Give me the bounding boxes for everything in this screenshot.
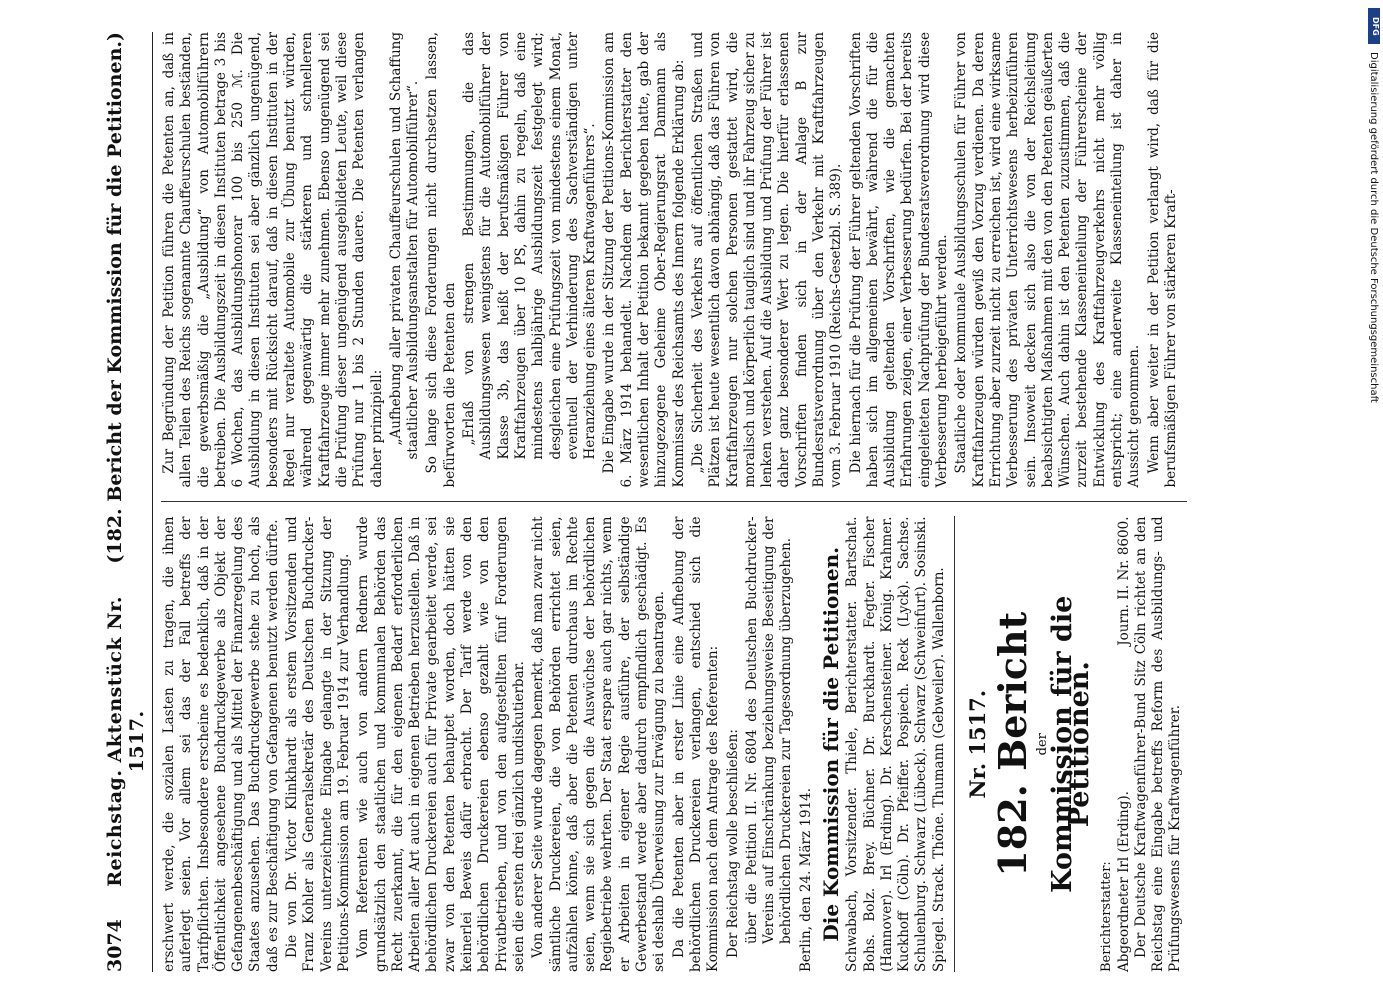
berichterstatter-name: Abgeordneter Irl (Erding). [1115,791,1132,972]
resolve-line: Der Reichstag wolle beschließen: [724,729,741,958]
date-line: Berlin, den 24. März 1914. [797,787,814,972]
right-column [161,32,1187,488]
right-paragraph-1: Zur Begründung der Petition führen die Petenten an, daß in allen Teilen des Reichs sogenannte Chauffeurschulen beständen, die gewerbsmäßig die „Ausbildung“ von Automobilführern betreiben. Die Ausbildungszeit in diesen Instituten betrage 3 bis 6 Wochen, das Ausbildungshonorar 100 bis 250 ℳ. Die Ausbildung in diesen Instituten sei aber gänzlich ungenügend, besonders mit Rücksicht darauf, daß in diesen Instituten in der Regel nur veraltete Automobile zur Übung benutzt würden, während gegenwärtig die stärkeren und schnelleren Kraftfahrzeuge immer mehr zunehmen. Ebenso ungenügend sei die Prüfung dieser ungenügend ausgebildeten Leute, weil diese Prüfung nur 1 bis 2 Stunden dauere. Die Petenten verlangen daher prinzipiell: [161,32,385,488]
dfg-sidebar [1368,8,1380,988]
dfg-credit-text: Digitalisierung gefördert durch die Deutsche Forschungsgemeinschaft [1368,52,1379,403]
reference-row [1116,517,1133,973]
quote-1: „Aufhebung aller privaten Chauffeurschulen und Schaffung staatlicher Ausbildungsanstalten für Automobilführer“. [387,32,422,460]
report-kommission: Kommission für die Petitionen. [1046,595,1095,893]
page-number: 3074 [104,919,126,972]
quote-3: „Die Sicherheit des Verkehrs auf öffentlichen Straßen und Plätzen ist heute wesentlich davon abhängig, daß das Führen von Kraftfahrzeugen nur solchen Personen gestattet wird, die moralisch und körperlich tauglich sind und ihr Fahrzeug sicher zu lenken verstehen. Auf die Ausbildung und Prüfung der Führer ist daher ganz besonderer Wert zu legen. Die hierfür erlassenen Vorschriften finden sich in der Anlage B zur Bundesratsverordnung über den Verkehr mit Kraftfahrzeugen vom 3. Februar 1910 (Reichs-Gesetzbl. S. 389). [689,32,845,488]
header-subtitle: (182. Bericht der Kommission für die Petitionen.) [104,32,126,564]
right-paragraph-2: So lange sich diese Forderungen nicht durchsetzen lassen, befürworten die Petenten den [424,32,458,488]
header-title: Reichstag. Aktenstück Nr. 1517. [104,595,148,887]
resolution-text: über die Petition II. Nr. 6804 des Deutschen Buchdrucker-Vereins auf Einschränkung beziehungsweise Beseitigung der behördlichen Druckereien zur Tagesordnung überzugehen. [743,516,795,944]
berichterstatter-label: Berichterstatter: [1099,861,1115,972]
report-nr: Nr. 1517. [965,689,991,799]
dfg-logo: DFG [1368,8,1380,44]
left-paragraph-5: Da die Petenten aber in erster Linie eine Aufhebung der behördlichen Druckereien verlangen, entschied sich die Kommission nach dem Antrage des Referenten: [670,516,722,972]
report-title: 182. Bericht [990,611,1036,877]
divider [954,517,955,973]
quote-4: Die hiernach für die Prüfung der Führer geltenden Vorschriften haben sich im allgemeinen bewährt, während die für die Ausbildung geltenden Vorschriften, wie die gemachten Erfahrungen zeigen, einer Verbesserung bedürfen. Bei der bereits eingeleiteten Nachprüfung der Bundesratsverordnung wird diese Verbesserung herbeigeführt werden. [847,32,951,488]
right-paragraph-3: Die Eingabe wurde in der Sitzung der Petitions-Kommission am 6. März 1914 behandelt. Nachdem der Berichterstatter den wesentlichen Inhalt der Petition bekannt gegeben hatte, gab der hinzugezogene Geheime Ober-Regierungsrat Dammann als Kommissar des Reichsamts des Innern folgende Erklärung ab: [601,32,687,488]
left-paragraph-3: Vom Referenten wie auch von andern Rednern wurde grundsätzlich den staatlichen und kommunalen Behörden das Recht zuerkannt, die für den eigenen Bedarf erforderlichen Arbeiten aller Art auch in eigenen Betrieben herzustellen. Daß in behördlichen Druckereien auch für Private gearbeitet werde, sei zwar von den Petenten behauptet worden, doch hätten sie keinerlei Beweis dafür erbracht. Der Tarif werde von den behördlichen Druckereien ebenso gezahlt wie von den Privatbetrieben, und von den aufgestellten fünf Forderungen seien die ersten drei gänzlich undiskutierbar. [355,516,527,972]
report-der: der [1035,733,1051,756]
page-header [104,32,153,972]
left-column [161,502,1187,973]
journal-number: Journ. II. Nr. 8600. [1115,516,1132,646]
commission-members: Schwabach, Vorsitzender. Thiele, Berichterstatter. Bartschat. Bohs. Bolz. Brey. Büchner. Dr. Burckhardt. Fegter. Fischer (Hannover). Irl (Erding). Dr. Kerschensteiner. König. Krahmer. Kuckhoff (Cöln). Dr. Pfeiffer. Pospiech. Reck (Lyck). Sachse. Schulenburg. Schwarz (Lübeck). Schwarz (Schweinfurt). Sosinski. Spiegel. Strack. Thöne. Thumann (Gebweiler). Wallenborn. [844,516,947,972]
commission-title: Die Kommission für die Petitionen. [818,546,843,942]
quote-5: Staatliche oder kommunale Ausbildungsschulen für Führer von Kraftfahrzeugen würden gewiß den Vorzug verdienen. Da deren Errichtung aber zurzeit nicht zu erreichen ist, wird eine wirksame Verbesserung des privaten Unterrichtswesens herbeizuführen sein. Insoweit decken sich also die von der Reichsleitung beabsichtigten Maßnahmen mit den von den Petenten geäußerten Wünschen. Auch dahin ist den Petenten zuzustimmen, daß die zurzeit bestehende Klasseneinteilung der Führerscheine der Entwicklung des Kraftfahrzeugverkehrs nicht mehr völlig entspricht; eine anderweite Klasseneinteilung ist daher in Aussicht genommen. [953,32,1143,488]
left-paragraph-1: erschwert werde, die sozialen Lasten zu tragen, die ihnen auferlegt seien. Vor allem sei das der Fall betreffs der Tarifpflichten. Insbesondere erscheine es bedenklich, daß in der Öffentlichkeit angesehene Buchdruckgewerbe als Objekt der Gefangenenbeschäftigung und als Mittel der Finanzregelung des Staates anzusehen. Das Buchdruckgewerbe stehe zu hoch, als daß es zur Beschäftigung von Gefangenen benutzt werden dürfte. [161,516,281,972]
quote-6: Wenn aber weiter in der Petition verlangt wird, daß für die berufsmäßigen Führer von stärkeren Kraft- [1145,32,1179,488]
document-page [40,0,1340,1000]
left-paragraph-4: Von anderer Seite wurde dagegen bemerkt, daß man zwar nicht sämtliche Druckereien, die von Behörden errichtet seien, aufzählen könne, daß aber die Petenten durchaus im Rechte seien, wenn sie sich gegen die Auswüchse der behördlichen Regiebetriebe wehrten. Der Staat erspare auch gar nichts, wenn er Arbeiten in eigener Regie ausführe, der selbständige Gewerbestand werde aber dadurch empfindlich geschädigt. Es sei deshalb Überweisung zur Erwägung zu beantragen. [530,516,668,972]
left-paragraph-6: Der Deutsche Kraftwagenführer-Bund Sitz Cöln richtet an den Reichstag eine Eingabe betreffs Reform des Ausbildungs- und Prüfungswesens für Kraftwagenführer. [1132,516,1184,972]
left-paragraph-2: Die von Dr. Victor Klinkhardt als erstem Vorsitzenden und Franz Kohler als Generalsekretär des Deutschen Buchdrucker-Vereins unterzeichnete Eingabe gelangte in der Sitzung der Petitions-Kommission am 19. Februar 1914 zur Verhandlung. [284,516,352,972]
quote-2: „Erlaß von strengen Bestimmungen, die das Ausbildungswesen wenigstens für die Automobilführer der Klasse 3b, das heißt der berufsmäßigen Führer von Kraftfahrzeugen über 10 PS, dahin zu regeln, daß eine mindestens halbjährige Ausbildungszeit festgelegt wird; desgleichen eine Prüfungszeit von mindestens einem Monat, eventuell der Verhinderung des Sachverständigen unter Heranziehung eines älteren Kraftwagenführers“. [461,32,599,460]
